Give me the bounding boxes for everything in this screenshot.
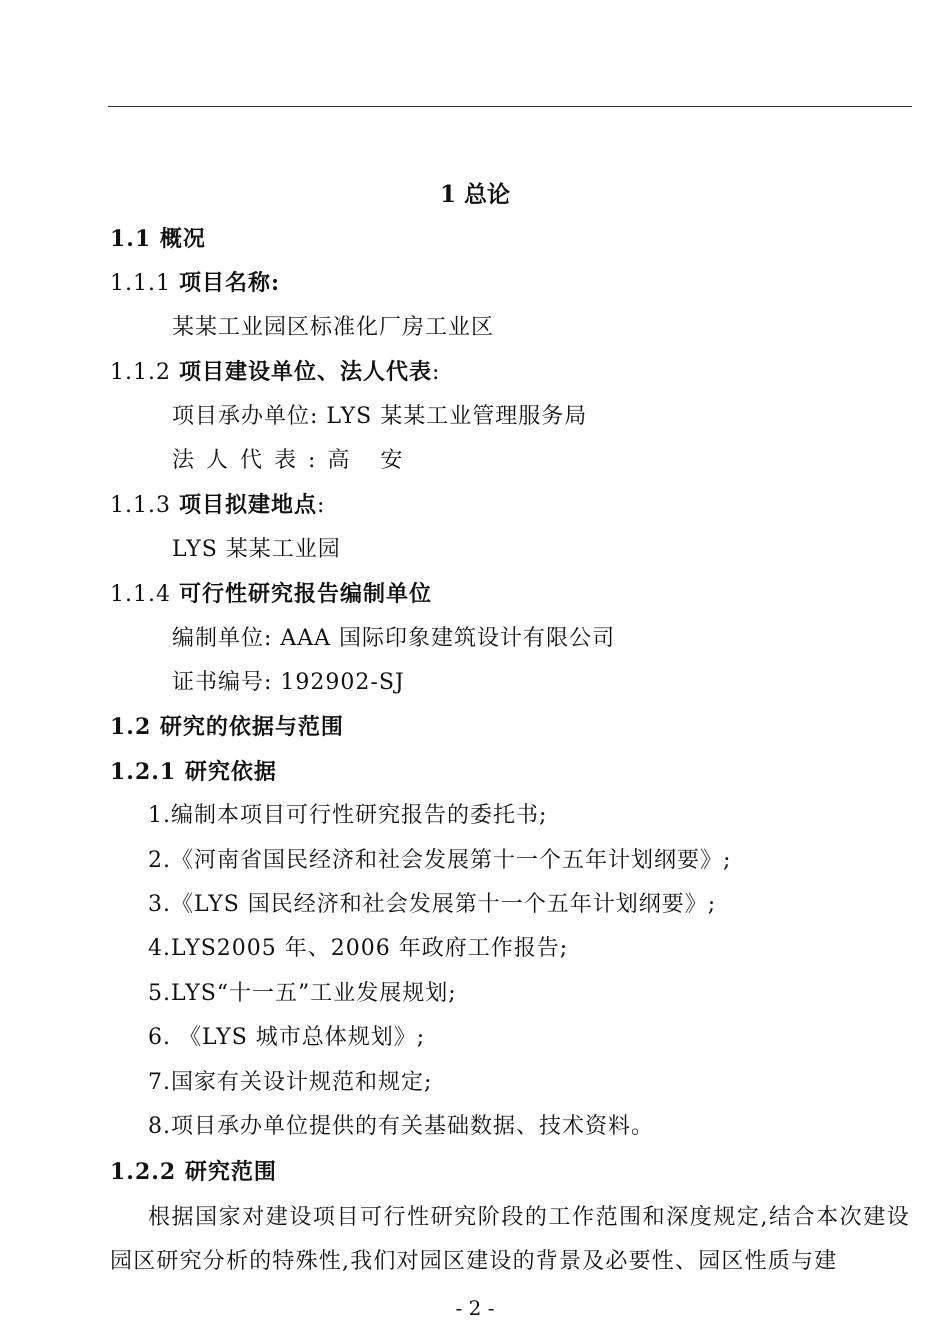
page-number: - 2 - xyxy=(455,1296,495,1320)
basis-list-item: 7.国家有关设计规范和规定; xyxy=(148,1070,433,1095)
project-name-value: 某某工业园区标准化厂房工业区 xyxy=(172,315,495,340)
subsection-heading-1-2-1: 1.2.1 研究依据 xyxy=(110,759,277,785)
subsection-number: 1.1.3 xyxy=(110,493,179,518)
subsection-number: 1.1.1 xyxy=(110,271,179,296)
header-rule xyxy=(108,106,912,107)
basis-list-item: 2.《河南省国民经济和社会发展第十一个五年计划纲要》; xyxy=(148,848,732,873)
subsection-heading-1-2-2: 1.2.2 研究范围 xyxy=(110,1159,277,1185)
subsection-1-1-4 xyxy=(110,579,432,610)
certificate-number-line: 证书编号: 192902-SJ xyxy=(172,670,405,695)
project-location-value: LYS 某某工业园 xyxy=(172,537,341,562)
basis-list-item: 5.LYS“十一五”工业发展规划; xyxy=(148,981,457,1006)
undertaking-unit-line: 项目承办单位: LYS 某某工业管理服务局 xyxy=(172,404,588,429)
legal-representative-line: 法人代表:高 安 xyxy=(172,448,415,473)
section-heading-1-2: 1.2 研究的依据与范围 xyxy=(110,714,344,740)
subsection-title: 可行性研究报告编制单位 xyxy=(178,581,432,607)
basis-list-item: 3.《LYS 国民经济和社会发展第十一个五年计划纲要》; xyxy=(148,892,717,917)
subsection-title: 项目名称: xyxy=(178,270,281,296)
basis-list-item: 4.LYS2005 年、2006 年政府工作报告; xyxy=(148,936,569,961)
section-heading-1-1: 1.1 概况 xyxy=(110,226,206,252)
chapter-title: 1 总论 xyxy=(439,181,510,208)
subsection-number: 1.1.4 xyxy=(110,582,179,607)
subsection-colon: : xyxy=(432,360,441,385)
subsection-1-1-3 xyxy=(110,490,325,521)
scope-paragraph: 根据国家对建设项目可行性研究阶段的工作范围和深度规定,结合本次建设园区研究分析的特殊性,我们对园区建设的背景及必要性、园区性质与建 xyxy=(110,1205,910,1274)
subsection-number: 1.1.2 xyxy=(110,360,179,385)
subsection-title: 项目建设单位、法人代表 xyxy=(178,359,432,385)
basis-list-item: 8.项目承办单位提供的有关基础数据、技术资料。 xyxy=(148,1114,654,1139)
subsection-1-1-2 xyxy=(110,357,440,388)
subsection-colon: : xyxy=(317,493,326,518)
subsection-1-1-1 xyxy=(110,268,280,299)
basis-list-item: 1.编制本项目可行性研究报告的委托书; xyxy=(148,803,548,828)
compiling-unit-line: 编制单位: AAA 国际印象建筑设计有限公司 xyxy=(172,626,616,651)
basis-list-item: 6. 《LYS 城市总体规划》; xyxy=(148,1025,426,1050)
subsection-title: 项目拟建地点 xyxy=(178,492,317,518)
